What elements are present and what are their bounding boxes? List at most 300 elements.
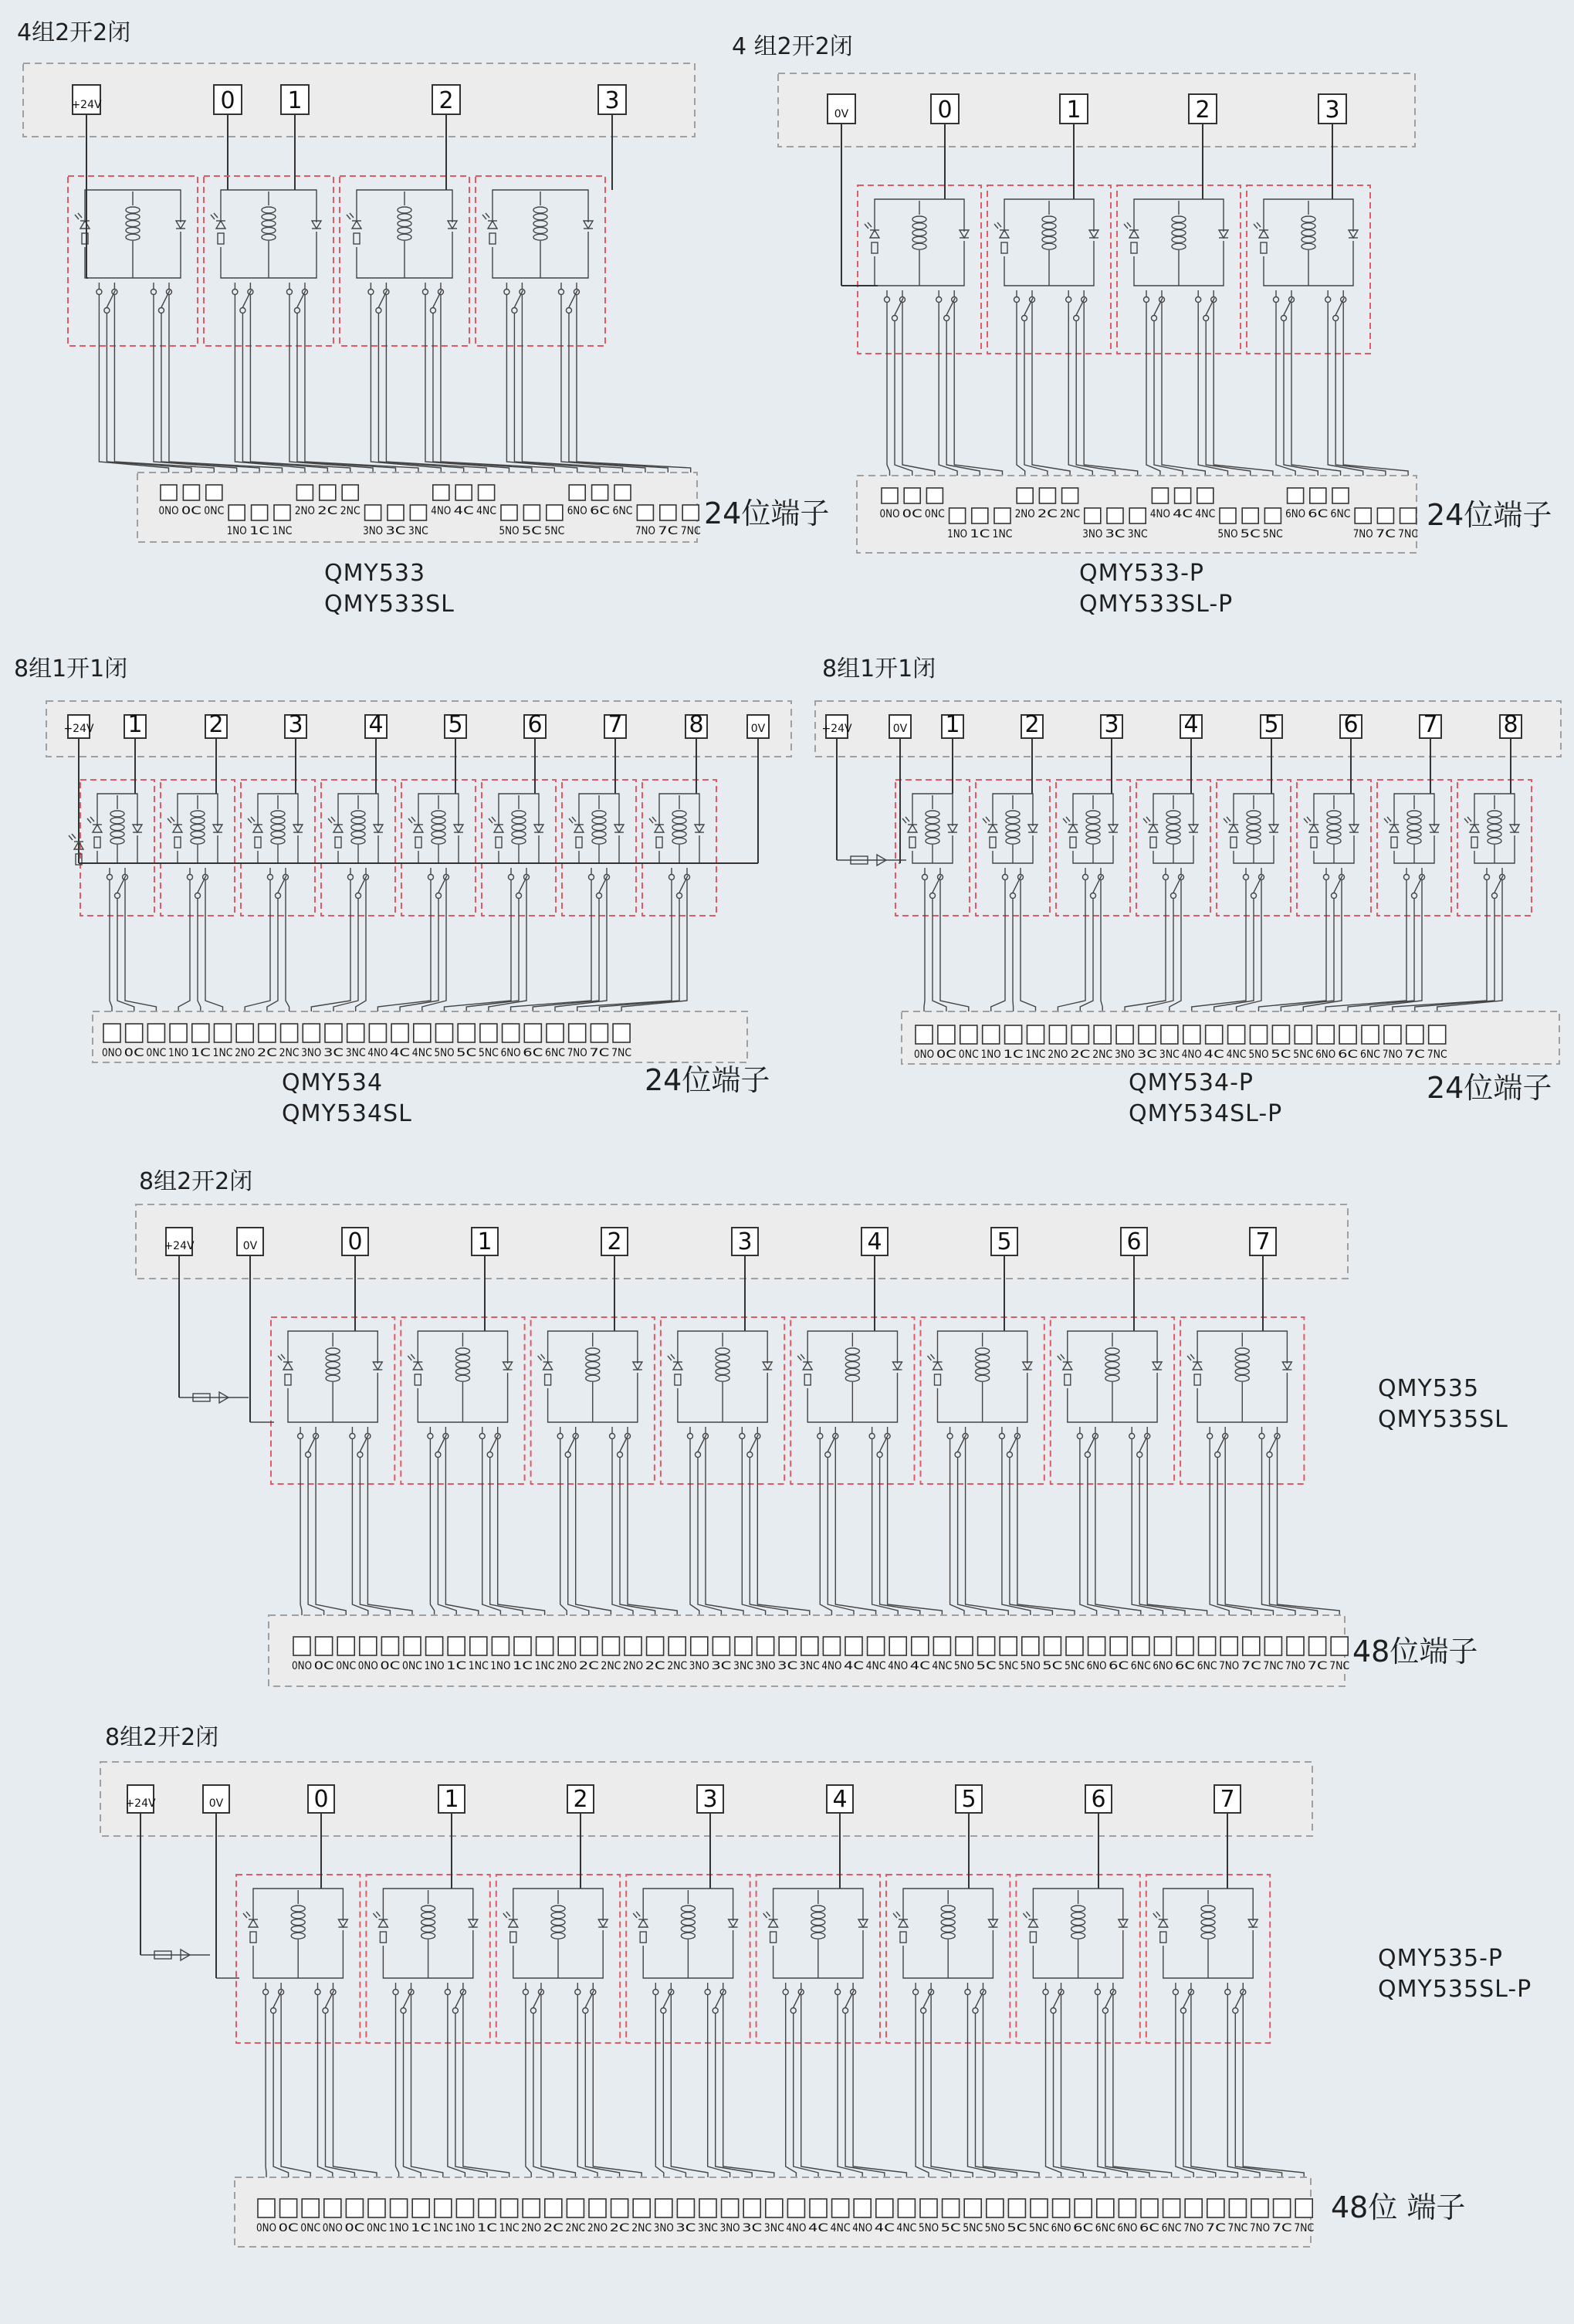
terminal-pin xyxy=(1229,2199,1246,2217)
relay-coil-icon xyxy=(1327,831,1341,837)
input-strip xyxy=(23,63,695,137)
contact-no-icon xyxy=(428,1434,433,1439)
resistor-icon xyxy=(804,1374,811,1385)
contact-common-icon xyxy=(1215,1452,1220,1458)
terminal-pin-label: 2C xyxy=(645,1660,665,1672)
contact-common-icon xyxy=(790,2008,796,2014)
terminal-pin xyxy=(722,2199,739,2217)
relay-coil-icon xyxy=(398,234,411,240)
terminal-pin-label: 2NO xyxy=(587,2222,608,2234)
relay-coil-icon xyxy=(811,1926,825,1932)
terminal-pin xyxy=(889,1637,906,1655)
terminal-pin xyxy=(369,1024,386,1042)
relay-coil-icon xyxy=(1247,838,1261,844)
terminal-pin-label: 5NO xyxy=(919,2222,939,2234)
relay-coil-icon xyxy=(1172,236,1186,242)
contact-common-icon xyxy=(1251,893,1257,899)
relay-coil-icon xyxy=(1166,838,1180,844)
contact-common-icon xyxy=(356,893,361,899)
terminal-pin-label: 1NO xyxy=(388,2222,409,2234)
terminal-pin xyxy=(1161,1025,1178,1044)
terminal-pin-label: 5NC xyxy=(963,2222,983,2234)
input-label: 3 xyxy=(1104,711,1119,738)
relay-coil-icon xyxy=(592,811,606,817)
relay-coil-icon xyxy=(1105,1355,1119,1361)
terminal-pin xyxy=(1185,2199,1202,2217)
relay-coil-icon xyxy=(1247,811,1261,817)
relay-coil-icon xyxy=(845,1348,859,1354)
relay-coil-icon xyxy=(1071,1926,1085,1932)
input-label: 3 xyxy=(702,1786,718,1813)
contact-no-icon xyxy=(298,1434,303,1439)
input-label: 2 xyxy=(607,1228,622,1255)
relay-coil-icon xyxy=(398,227,411,233)
terminal-pin-label: 1C xyxy=(411,2222,432,2234)
terminal-pin xyxy=(801,1637,818,1655)
contact-no-icon xyxy=(705,1990,710,1995)
terminal-pin-label: 4NC xyxy=(865,1660,886,1672)
terminal-pin xyxy=(346,2199,363,2217)
terminal-pin xyxy=(1339,1025,1356,1044)
contact-common-icon xyxy=(430,308,435,313)
terminal-pin-label: 3C xyxy=(777,1660,798,1672)
terminal-pin-label: 5C xyxy=(1240,528,1261,540)
terminal-pin-label: 3C xyxy=(385,525,406,537)
terminal-pin-label: 1C xyxy=(970,528,990,540)
relay-coil-icon xyxy=(716,1348,729,1354)
terminal-pin xyxy=(523,2199,540,2217)
relay-coil-icon xyxy=(533,214,547,220)
terminal-count-label: 48位端子 xyxy=(1352,1635,1478,1668)
relay-coil-icon xyxy=(351,825,365,831)
terminal-pin-label: 1C xyxy=(513,1660,533,1672)
contact-common-icon xyxy=(1074,316,1079,321)
input-label: +24V xyxy=(63,723,94,735)
contact-common-icon xyxy=(530,2008,536,2014)
terminal-pin xyxy=(854,2199,871,2217)
contact-no-icon xyxy=(1484,875,1490,880)
terminal-pin-label: 3C xyxy=(711,1660,732,1672)
terminal-pin xyxy=(236,1024,253,1042)
terminal-pin xyxy=(360,1637,377,1655)
relay-coil-icon xyxy=(672,811,686,817)
terminal-pin-label: 7C xyxy=(1404,1049,1426,1061)
section-title: 4组2开2闭 xyxy=(17,19,131,46)
relay-coil-icon xyxy=(1201,1912,1215,1919)
contact-no-icon xyxy=(1173,1990,1178,1995)
terminal-pin-label: 5NO xyxy=(1020,1660,1041,1672)
contact-common-icon xyxy=(1267,1452,1272,1458)
contact-common-icon xyxy=(1412,893,1417,899)
contact-no-icon xyxy=(188,875,193,880)
terminal-pin xyxy=(324,2199,341,2217)
terminal-pin xyxy=(558,1637,575,1655)
terminal-pin-label: 4NO xyxy=(888,1660,909,1672)
input-label: 6 xyxy=(1126,1228,1142,1255)
terminal-pin-label: 6NO xyxy=(1051,2222,1071,2234)
terminal-pin xyxy=(342,485,358,500)
terminal-pin-label: 6NC xyxy=(545,1047,566,1059)
terminal-pin-label: 0C xyxy=(936,1049,957,1061)
input-label: 6 xyxy=(1091,1786,1106,1813)
terminal-pin xyxy=(1310,488,1326,503)
terminal-pin xyxy=(757,1637,774,1655)
relay-coil-icon xyxy=(586,1348,600,1354)
terminal-pin-label: 0NC xyxy=(367,2222,388,2234)
terminal-pin-label: 7NO xyxy=(1382,1049,1403,1061)
resistor-icon xyxy=(285,1374,291,1385)
contact-common-icon xyxy=(747,1452,753,1458)
relay-coil-icon xyxy=(126,227,140,233)
resistor-icon xyxy=(872,242,878,253)
relay-coil-icon xyxy=(432,831,445,837)
contact-common-icon xyxy=(306,1452,311,1458)
terminal-pin xyxy=(410,505,426,520)
terminal-pin xyxy=(1005,1025,1022,1044)
terminal-pin-label: 0NC xyxy=(402,1660,423,1672)
contact-common-icon xyxy=(1022,316,1027,321)
contact-no-icon xyxy=(1196,297,1201,303)
relay-coil-icon xyxy=(551,1919,565,1926)
relay-coil-icon xyxy=(586,1368,600,1374)
relay-coil-icon xyxy=(1302,223,1315,229)
relay-coil-icon xyxy=(1488,825,1501,831)
relay-coil-icon xyxy=(126,234,140,240)
terminal-pin xyxy=(1183,1025,1200,1044)
terminal-pin-label: 0C xyxy=(902,508,923,520)
terminal-pin xyxy=(1053,2199,1070,2217)
resistor-icon xyxy=(1391,837,1397,848)
terminal-pin xyxy=(479,2199,496,2217)
contact-no-icon xyxy=(913,1990,919,1995)
terminal-pin xyxy=(537,1637,553,1655)
terminal-pin xyxy=(547,1024,564,1042)
terminal-pin xyxy=(1066,1637,1083,1655)
terminal-pin xyxy=(161,485,177,500)
terminal-pin-label: 1C xyxy=(1003,1049,1024,1061)
contact-no-icon xyxy=(1083,875,1088,880)
terminal-pin xyxy=(388,505,404,520)
terminal-pin xyxy=(103,1024,120,1042)
terminal-pin-label: 7NC xyxy=(1227,2222,1248,2234)
relay-coil-icon xyxy=(291,1906,305,1912)
input-label: 2 xyxy=(438,87,454,114)
terminal-pin-label: 4NC xyxy=(1195,508,1216,520)
resistor-icon xyxy=(640,1932,646,1943)
relay-coil-icon xyxy=(1302,236,1315,242)
contact-no-icon xyxy=(96,290,102,295)
contact-no-icon xyxy=(348,875,354,880)
relay-coil-icon xyxy=(586,1355,600,1361)
terminal-pin xyxy=(435,2199,452,2217)
terminal-pin-label: 3C xyxy=(1105,528,1125,540)
terminal-pin xyxy=(713,1637,729,1655)
terminal-pin-label: 6C xyxy=(1109,1660,1129,1672)
terminal-pin xyxy=(920,2199,937,2217)
terminal-pin-label: 2NO xyxy=(1014,508,1035,520)
terminal-pin xyxy=(523,505,540,520)
terminal-pin xyxy=(1176,1637,1193,1655)
model-number: QMY535SL-P xyxy=(1378,1976,1532,2003)
terminal-pin-label: 3NO xyxy=(689,1660,709,1672)
contact-common-icon xyxy=(1180,2008,1186,2014)
resistor-icon xyxy=(1131,242,1137,253)
input-label: 0 xyxy=(347,1228,363,1255)
terminal-pin-label: 1NC xyxy=(432,2222,453,2234)
terminal-pin xyxy=(1017,488,1033,503)
relay-coil-icon xyxy=(845,1362,859,1368)
relay-coil-icon xyxy=(455,1348,469,1354)
relay-coil-icon xyxy=(1172,223,1186,229)
contact-common-icon xyxy=(357,1452,363,1458)
relay-coil-icon xyxy=(912,236,926,242)
contact-no-icon xyxy=(965,1990,970,1995)
resistor-icon xyxy=(900,1932,906,1943)
terminal-pin-label: 4C xyxy=(909,1660,931,1672)
relay-coil-icon xyxy=(1247,818,1261,824)
terminal-pin-label: 6NC xyxy=(1095,2222,1115,2234)
relay-coil-icon xyxy=(1488,831,1501,837)
terminal-pin-label: 4C xyxy=(808,2222,829,2234)
terminal-pin-label: 6NO xyxy=(1117,2222,1138,2234)
terminal-pin-label: 5NC xyxy=(478,1047,499,1059)
terminal-pin-label: 7NO xyxy=(1219,1660,1240,1672)
terminal-pin-label: 5C xyxy=(1042,1660,1063,1672)
contact-no-icon xyxy=(1095,1990,1100,1995)
relay-coil-icon xyxy=(1488,838,1501,844)
terminal-pin-label: 5NO xyxy=(434,1047,455,1059)
input-label: 2 xyxy=(1195,97,1210,124)
model-number: QMY533SL xyxy=(324,591,455,618)
terminal-pin-label: 4NO xyxy=(786,2222,807,2234)
terminal-pin xyxy=(524,1024,541,1042)
terminal-pin xyxy=(545,2199,562,2217)
terminal-pin-label: 1NC xyxy=(468,1660,489,1672)
relay-coil-icon xyxy=(976,1355,990,1361)
terminal-pin-label: 7NC xyxy=(1263,1660,1284,1672)
resistor-icon xyxy=(354,233,360,244)
terminal-pin xyxy=(569,1024,586,1042)
relay-coil-icon xyxy=(1407,825,1421,831)
terminal-pin-label: 5C xyxy=(1271,1049,1291,1061)
terminal-pin-label: 2C xyxy=(543,2222,564,2234)
contact-no-icon xyxy=(1003,875,1008,880)
resistor-icon xyxy=(489,233,496,244)
relay-coil-icon xyxy=(976,1362,990,1368)
terminal-pin xyxy=(691,1637,708,1655)
terminal-pin-label: 1NC xyxy=(499,2222,520,2234)
terminal-pin-label: 3C xyxy=(1137,1049,1158,1061)
terminal-pin-label: 7C xyxy=(589,1047,610,1059)
relay-coil-icon xyxy=(191,831,205,837)
terminal-pin-label: 2NC xyxy=(279,1047,300,1059)
terminal-pin-label: 6NC xyxy=(1161,2222,1182,2234)
contact-no-icon xyxy=(232,290,238,295)
relay-coil-icon xyxy=(455,1368,469,1374)
terminal-pin-label: 2NO xyxy=(521,2222,542,2234)
contact-no-icon xyxy=(575,1990,581,1995)
section-title: 4 组2开2闭 xyxy=(732,33,853,60)
relay-coil-icon xyxy=(398,207,411,213)
terminal-pin-label: 3NC xyxy=(763,2222,784,2234)
section-qmy535p xyxy=(100,1724,1532,2247)
contact-common-icon xyxy=(1091,893,1096,899)
terminal-pin-label: 1NC xyxy=(992,528,1013,540)
input-label: 5 xyxy=(961,1786,977,1813)
contact-common-icon xyxy=(1203,316,1209,321)
input-label: 1 xyxy=(444,1786,459,1813)
terminal-pin xyxy=(1377,508,1393,523)
terminal-pin-label: 7C xyxy=(1205,2222,1227,2234)
terminal-pin-label: 5NC xyxy=(544,525,565,537)
relay-coil-icon xyxy=(351,811,365,817)
terminal-pin-label: 4NO xyxy=(821,1660,842,1672)
input-label: 0V xyxy=(208,1797,224,1810)
input-label: 4 xyxy=(368,711,384,738)
relay-coil-icon xyxy=(1235,1355,1249,1361)
contact-no-icon xyxy=(504,290,509,295)
terminal-pin xyxy=(228,505,245,520)
input-label: 1 xyxy=(477,1228,493,1255)
contact-common-icon xyxy=(276,893,281,899)
relay-coil-icon xyxy=(421,1912,435,1919)
terminal-pin xyxy=(779,1637,796,1655)
terminal-pin-label: 5NC xyxy=(1065,1660,1085,1672)
terminal-pin-label: 6NC xyxy=(1130,1660,1151,1672)
resistor-icon xyxy=(250,1932,256,1943)
terminal-pin xyxy=(293,1637,310,1655)
terminal-pin xyxy=(1199,1637,1216,1655)
resistor-icon xyxy=(1230,837,1237,848)
terminal-pin xyxy=(412,2199,429,2217)
contact-no-icon xyxy=(1077,1434,1082,1439)
contact-no-icon xyxy=(1324,875,1329,880)
relay-coil-icon xyxy=(681,1926,695,1932)
relay-coil-icon xyxy=(326,1362,340,1368)
terminal-pin xyxy=(1295,2199,1312,2217)
terminal-pin-label: 5NO xyxy=(1217,528,1238,540)
terminal-pin xyxy=(1228,1025,1245,1044)
contact-common-icon xyxy=(1102,2008,1108,2014)
terminal-pin xyxy=(655,2199,672,2217)
relay-coil-icon xyxy=(1006,838,1020,844)
terminal-pin-label: 3NO xyxy=(363,525,384,537)
terminal-pin-label: 4C xyxy=(844,1660,865,1672)
terminal-pin-label: 2NO xyxy=(1048,1049,1068,1061)
terminal-pin-label: 5NC xyxy=(998,1660,1019,1672)
relay-coil-icon xyxy=(1042,216,1056,222)
terminal-pin xyxy=(614,485,631,500)
terminal-pin xyxy=(567,2199,584,2217)
terminal-pin-label: 3NC xyxy=(1159,1049,1180,1061)
terminal-pin-label: 0C xyxy=(380,1660,401,1672)
relay-coil-icon xyxy=(1247,825,1261,831)
relay-coil-icon xyxy=(326,1348,340,1354)
contact-no-icon xyxy=(268,875,273,880)
terminal-pin xyxy=(280,2199,297,2217)
relay-coil-icon xyxy=(811,1933,825,1939)
relay-coil-icon xyxy=(681,1919,695,1926)
relay-coil-icon xyxy=(1302,230,1315,236)
relay-coil-icon xyxy=(262,221,276,227)
terminal-pin xyxy=(368,2199,385,2217)
terminal-pin xyxy=(960,1025,977,1044)
relay-coil-icon xyxy=(533,227,547,233)
relay-coil-icon xyxy=(262,234,276,240)
relay-coil-icon xyxy=(110,838,124,844)
input-label: 6 xyxy=(527,711,543,738)
contact-no-icon xyxy=(558,290,564,295)
relay-coil-icon xyxy=(551,1912,565,1919)
terminal-pin xyxy=(480,1024,497,1042)
relay-coil-icon xyxy=(1327,811,1341,817)
contact-no-icon xyxy=(315,1990,320,1995)
terminal-pin xyxy=(978,1637,995,1655)
terminal-pin xyxy=(972,508,988,523)
input-label: 4 xyxy=(1183,711,1199,738)
relay-coil-icon xyxy=(262,227,276,233)
terminal-pin-label: 7NO xyxy=(1285,1660,1305,1672)
terminal-pin xyxy=(1242,508,1258,523)
terminal-pin xyxy=(1362,1025,1379,1044)
relay-coil-icon xyxy=(1247,831,1261,837)
relay-coil-icon xyxy=(716,1362,729,1368)
contact-common-icon xyxy=(921,2008,926,2014)
relay-coil-icon xyxy=(271,818,285,824)
terminal-pin-label: 4NC xyxy=(476,505,497,517)
terminal-pin xyxy=(1022,1637,1039,1655)
terminal-pin xyxy=(414,1024,431,1042)
section-qmy533p xyxy=(732,33,1552,618)
terminal-pin-label: 6C xyxy=(523,1047,543,1059)
terminal-pin xyxy=(456,2199,473,2217)
contact-common-icon xyxy=(435,1452,441,1458)
terminal-pin xyxy=(581,1637,597,1655)
terminal-pin-label: 5NC xyxy=(1293,1049,1314,1061)
contact-no-icon xyxy=(1129,1434,1135,1439)
relay-coil-icon xyxy=(592,818,606,824)
terminal-pin xyxy=(1406,1025,1423,1044)
input-label: 7 xyxy=(1220,1786,1235,1813)
contact-no-icon xyxy=(610,1434,615,1439)
contact-no-icon xyxy=(653,1990,658,1995)
terminal-pin-label: 4NC xyxy=(1226,1049,1247,1061)
relay-coil-icon xyxy=(326,1368,340,1374)
terminal-pin xyxy=(1251,2199,1268,2217)
relay-coil-icon xyxy=(716,1368,729,1374)
contact-no-icon xyxy=(350,1434,355,1439)
relay-coil-icon xyxy=(1235,1368,1249,1374)
relay-coil-icon xyxy=(191,838,205,844)
relay-coil-icon xyxy=(398,221,411,227)
terminal-pin-label: 4NC xyxy=(830,2222,851,2234)
relay-coil-icon xyxy=(912,216,926,222)
relay-coil-icon xyxy=(455,1355,469,1361)
terminal-count-label: 24位端子 xyxy=(1427,1071,1552,1105)
model-number: QMY534-P xyxy=(1129,1069,1254,1096)
resistor-icon xyxy=(510,1932,516,1943)
terminal-pin xyxy=(316,1637,333,1655)
section-qmy533 xyxy=(17,19,829,618)
terminal-pin xyxy=(547,505,563,520)
section-qmy535 xyxy=(136,1168,1508,1686)
terminal-pin-label: 1C xyxy=(477,2222,498,2234)
terminal-pin xyxy=(660,505,676,520)
terminal-pin-label: 1NO xyxy=(226,525,247,537)
terminal-pin xyxy=(647,1637,664,1655)
terminal-pin xyxy=(192,1024,209,1042)
terminal-pin-label: 4NO xyxy=(852,2222,873,2234)
